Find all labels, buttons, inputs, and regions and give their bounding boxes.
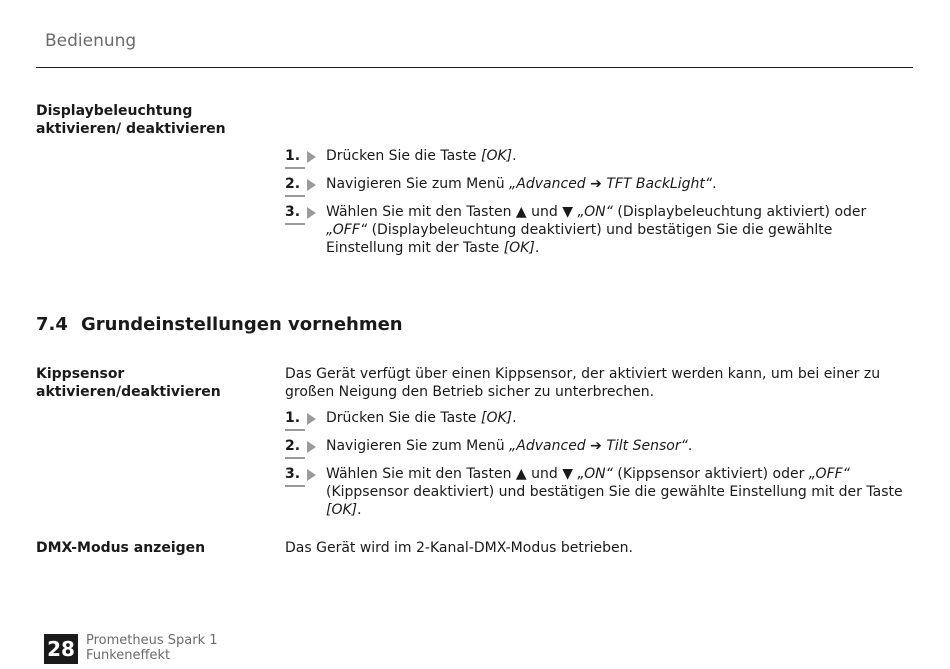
section-number: 7.4 [36,314,68,335]
step-text: Drücken Sie die Taste [OK]. [326,410,517,426]
step-number: 3. [285,465,313,483]
header-rule [36,67,913,68]
step-text: Drücken Sie die Taste [OK]. [326,148,517,164]
step-number: 1. [285,409,313,427]
arrow-icon [307,413,316,425]
step-number: 2. [285,437,313,455]
page-header: Bedienung [45,31,137,51]
step-text: Wählen Sie mit den Tasten ▲ und ▼ „ON“ (Displaybeleuchtung aktiviert) oder „OFF“ (Displaybeleuchtung deaktiviert) und bestätigen Sie die gewählte Einstellung mit der Taste [OK]. [326,204,867,256]
arrow-icon [307,469,316,481]
footer-product: Prometheus Spark 1 [86,633,218,648]
step-text: Navigieren Sie zum Menü „Advanced ➔ TFT BackLight“. [326,176,717,192]
arrow-icon [307,179,316,191]
side-label-display-backlight: Displaybeleuchtung aktivieren/ deaktivieren [36,103,226,137]
section-title: Grundeinstellungen vornehmen [81,314,403,335]
dmx-mode-text: Das Gerät wird im 2-Kanal-DMX-Modus betrieben. [285,540,633,556]
step-number: 2. [285,175,313,193]
arrow-icon [307,441,316,453]
footer-subtitle: Funkeneffekt [86,648,171,663]
step-number: 1. [285,147,313,165]
step-text: Navigieren Sie zum Menü „Advanced ➔ Tilt Sensor“. [326,438,693,454]
tilt-sensor-intro: Das Gerät verfügt über einen Kippsensor, der aktiviert werden kann, um bei einer zu großen Neigung den Betrieb sicher zu unterbrechen. [285,366,881,400]
section-heading [36,314,403,335]
page-number: 28 [44,634,78,664]
footer-text [86,633,218,663]
step-number: 3. [285,203,313,221]
arrow-icon [307,151,316,163]
step-text: Wählen Sie mit den Tasten ▲ und ▼ „ON“ (Kippsensor aktiviert) oder „OFF“ (Kippsensor deaktiviert) und bestätigen Sie die gewählte Einstellung mit der Taste [OK]. [326,466,903,518]
side-label-tilt-sensor: Kippsensor aktivieren/deaktivieren [36,366,221,400]
side-label-dmx-mode: DMX-Modus anzeigen [36,540,206,556]
arrow-icon [307,207,316,219]
